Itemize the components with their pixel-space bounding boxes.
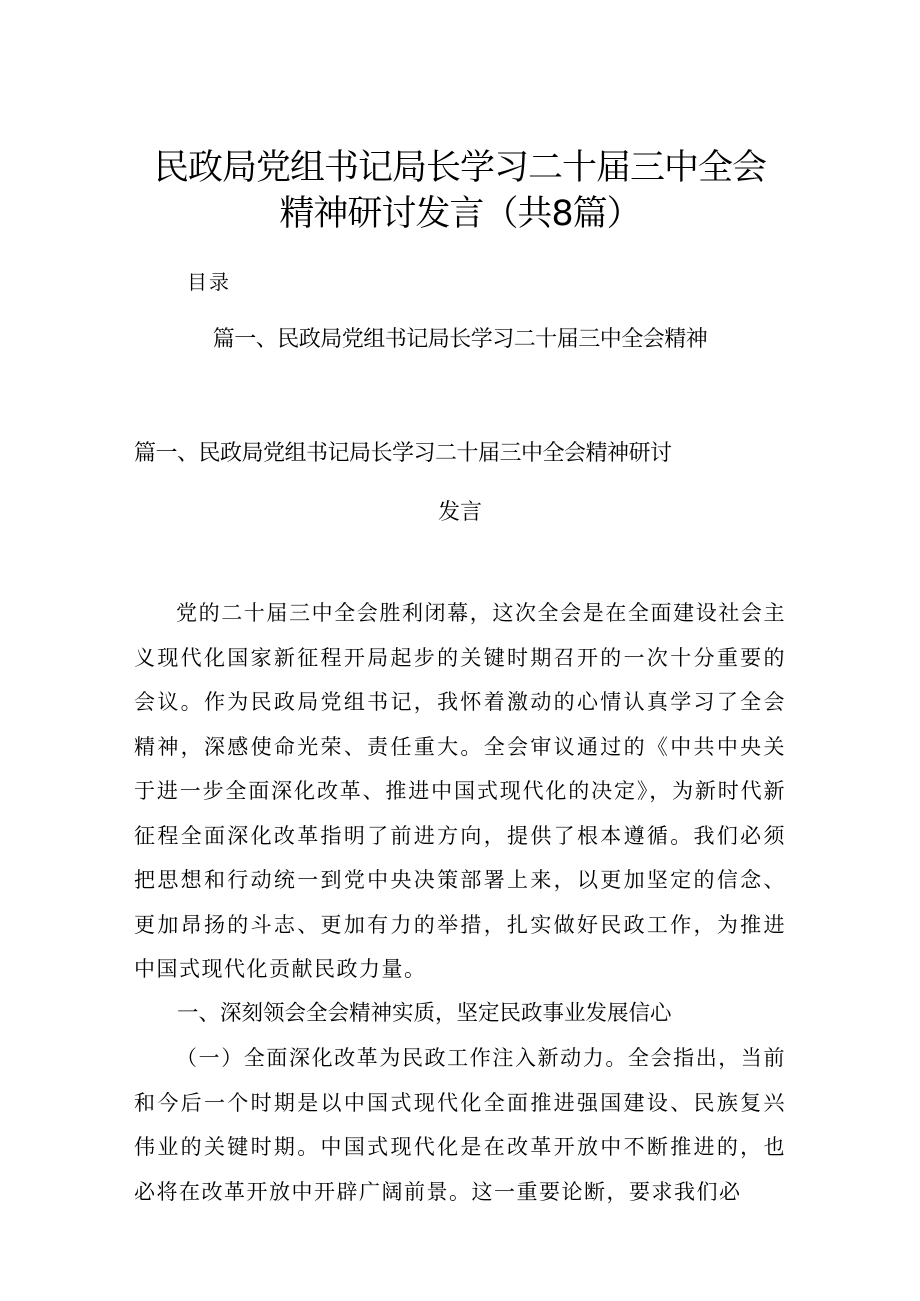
- subheading-1: 一、深刻领会全会精神实质，坚定民政事业发展信心: [177, 1000, 672, 1026]
- toc-label: 目录: [187, 270, 231, 294]
- paragraph-1-1: （一）全面深化改革为民政工作注入新动力。全会指出，当前和今后一个时期是以中国式现代化全面推进强国建设、民族复兴伟业的关键时期。中国式现代化是在改革开放中不断推进的，也必将在改革开放中开辟广阔前景。这一重要论断，要求我们必: [134, 1046, 786, 1204]
- document-title-line2: 精神研讨发言（共8篇）: [279, 194, 641, 234]
- body-text: [134, 591, 786, 1214]
- section-heading-continued: 发言: [437, 500, 482, 525]
- document-title-line1: 民政局党组书记局长学习二十届三中全会: [153, 148, 766, 188]
- paragraph-intro: 党的二十届三中全会胜利闭幕，这次全会是在全面建设社会主义现代化国家新征程开局起步的关键时期召开的一次十分重要的会议。作为民政局党组书记，我怀着激动的心情认真学习了全会精神，深感使命光荣、责任重大。全会审议通过的《中共中央关于进一步全面深化改革、推进中国式现代化的决定》，为新时代新征程全面深化改革指明了前进方向，提供了根本遵循。我们必须把思想和行动统一到党中央决策部署上来，以更加坚定的信念、更加昂扬的斗志、更加有力的举措，扎实做好民政工作，为推进中国式现代化贡献民政力量。: [134, 601, 786, 981]
- toc-item[interactable]: 篇一、民政局党组书记局长学习二十届三中全会精神: [212, 327, 708, 352]
- section-heading: 篇一、民政局党组书记局长学习二十届三中全会精神研讨: [134, 441, 672, 466]
